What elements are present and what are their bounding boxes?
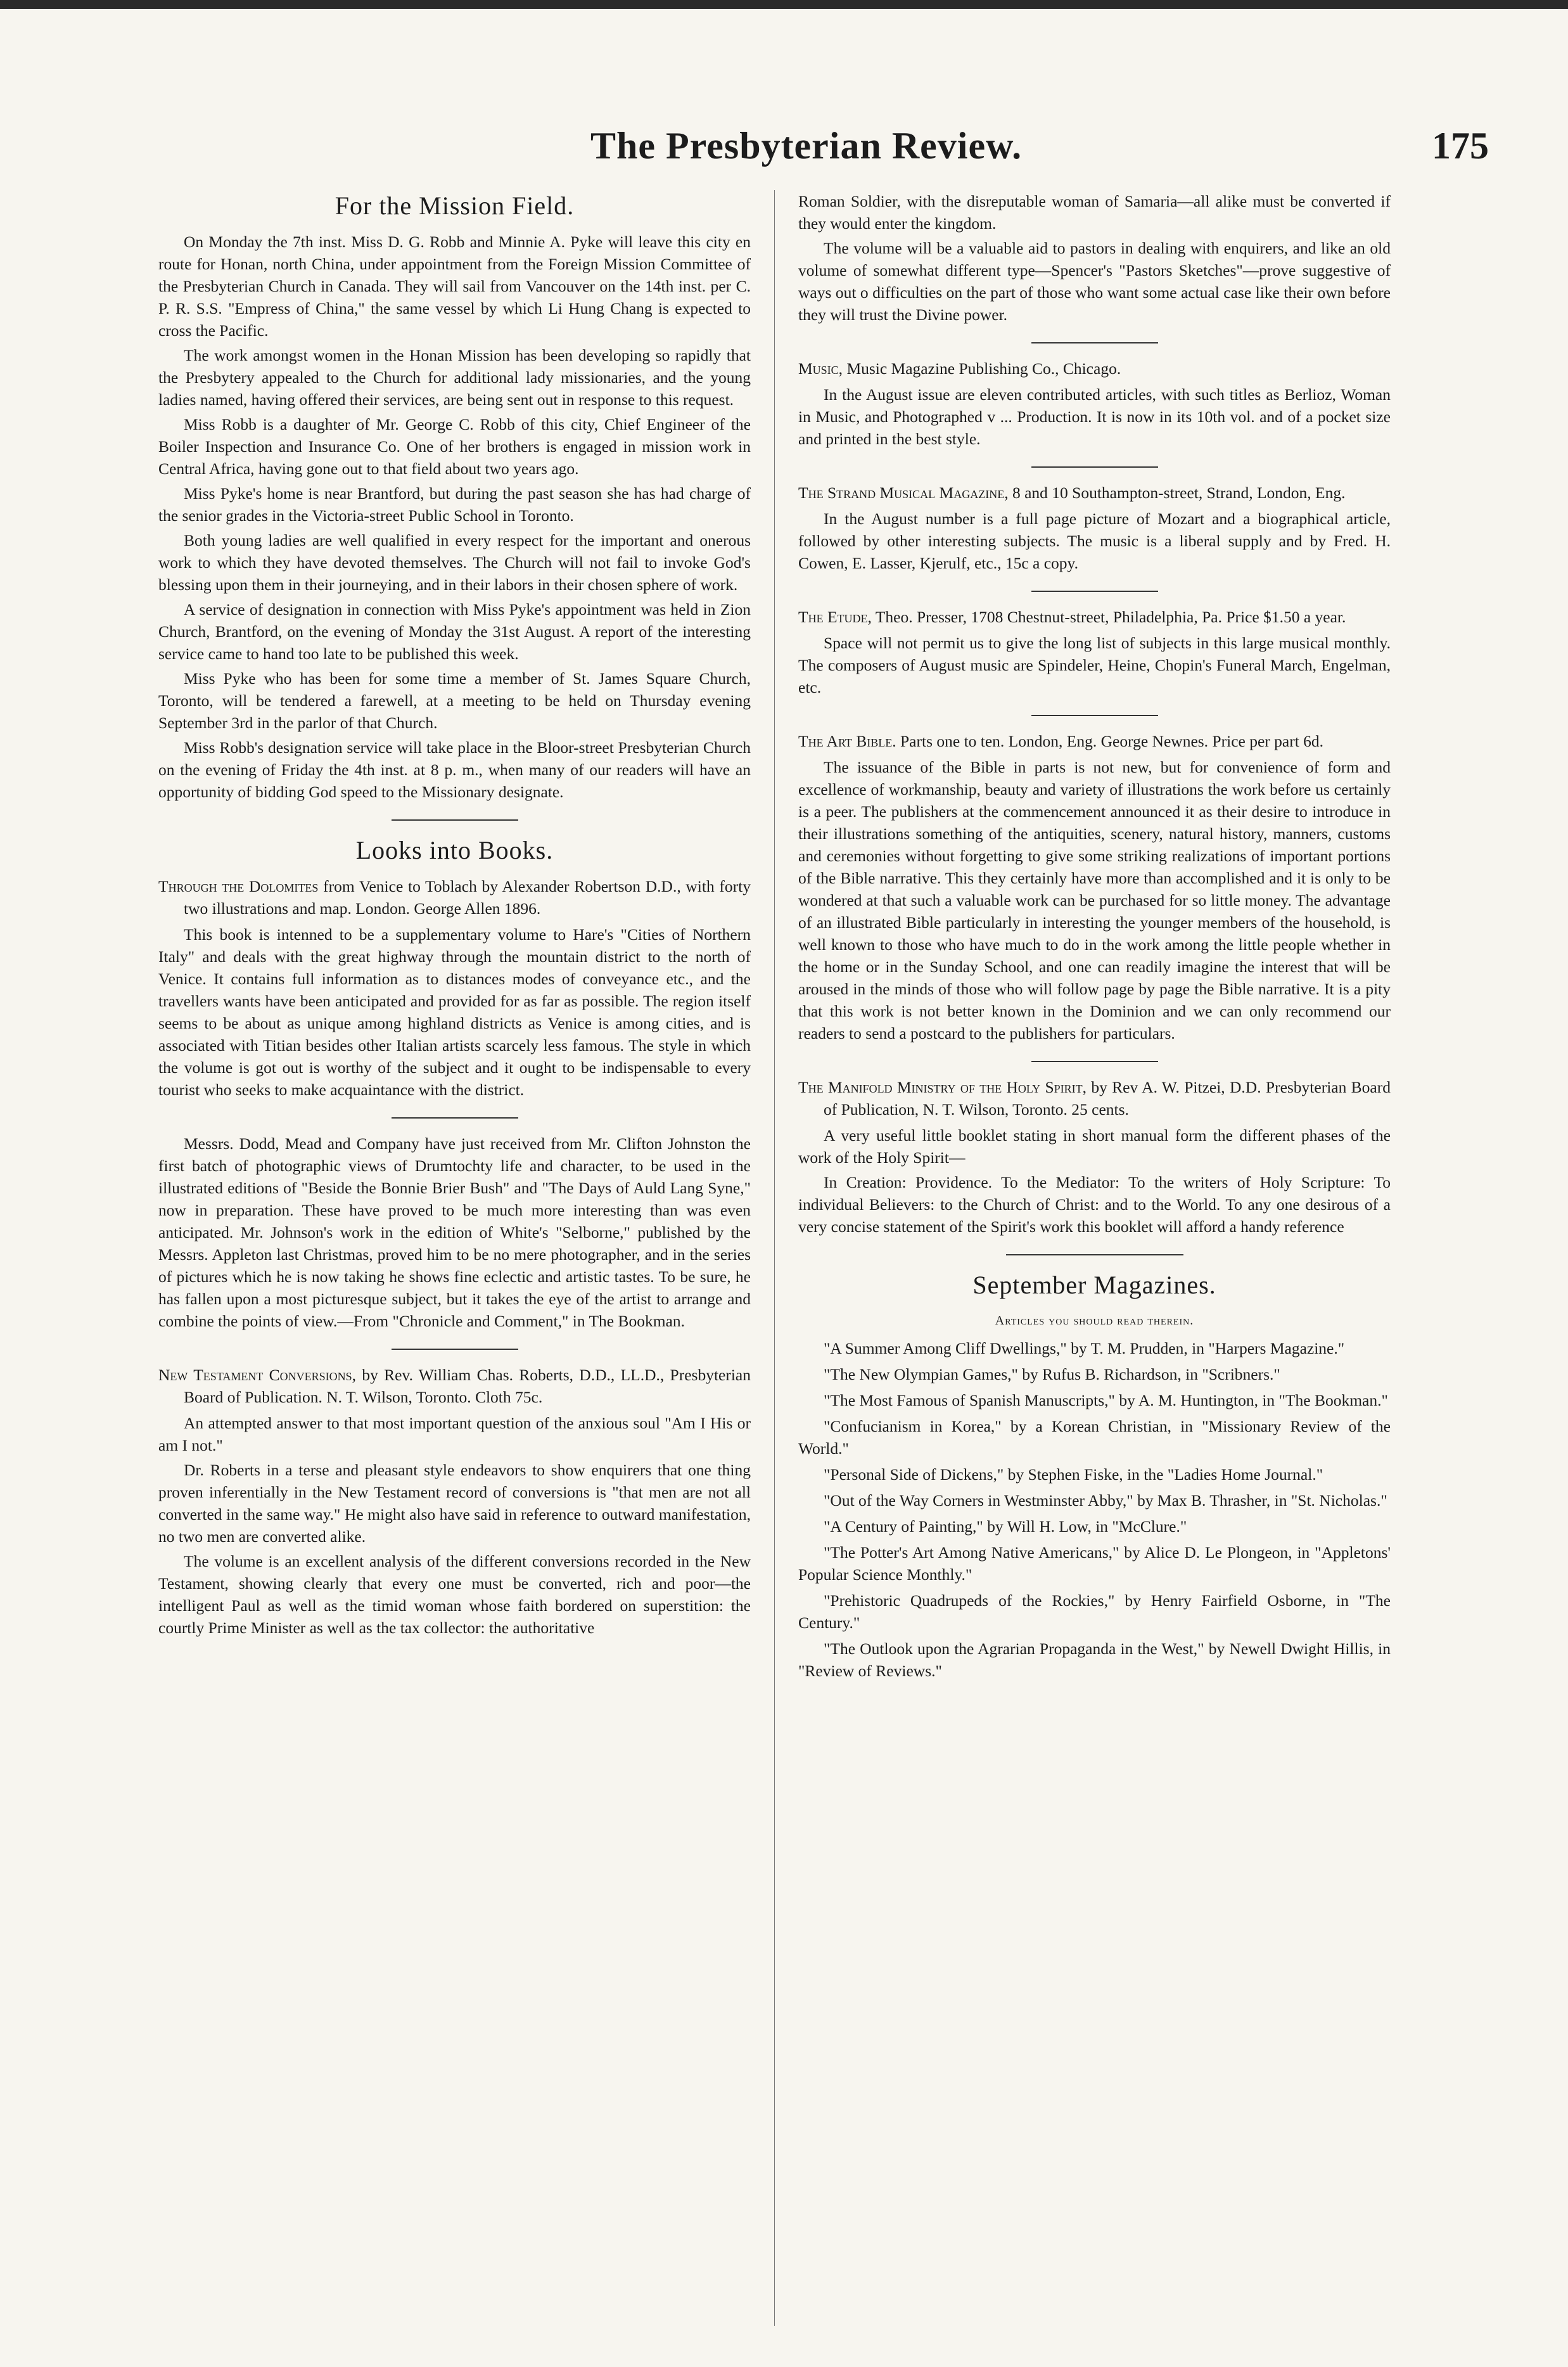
book-details: Music Magazine Publishing Co., Chicago. [846, 359, 1121, 378]
section-subtitle: Articles you should read therein. [995, 1314, 1194, 1328]
paragraph: A service of designation in connection with Miss Pyke's appointment was held in Zion Church, Brantford, on the evening of Monday the 31st August. A report of the interesting service came to hand too late to be published this week. [158, 600, 751, 663]
page-header [0, 124, 1568, 181]
book-details: by Rev. William Chas. Roberts, D.D., LL.D., Presbyterian Board of Publication. N. T. Wilson, Toronto. Cloth 75c. [184, 1366, 751, 1406]
left-column [158, 190, 751, 2357]
book-entry-manifold-ministry [798, 1076, 1391, 1120]
magazine-item: "The New Olympian Games," by Rufus B. Richardson, in "Scribners." [824, 1365, 1280, 1383]
book-entry-etude [798, 606, 1391, 628]
book-details: from Venice to Toblach by Alexander Robertson D.D., with forty two illustrations and map. London. George Allen 1896. [184, 877, 751, 918]
book-title: Through the Dolomites [158, 877, 319, 895]
book-details: by Rev A. W. Pitzei, D.D. Presbyterian Board of Publication, N. T. Wilson, Toronto. 25 cents. [824, 1078, 1391, 1119]
column-divider [774, 190, 775, 2326]
paragraph-continued: Roman Soldier, with the disreputable woman of Samaria—all alike must be converted if they would enter the kingdom. [798, 192, 1391, 233]
paragraph: Both young ladies are well qualified in every respect for the important and onerous work to which they have devoted themselves. The Church will not fail to invoke God's blessing upon them in their journeying, and in their labors in their chosen sphere of work. [158, 531, 751, 594]
paragraph: Miss Pyke who has been for some time a member of St. James Square Church, Toronto, will be tendered a farewell, at a meeting to be held on Thursday evening September 3rd in the parlor of that Church. [158, 669, 751, 732]
magazine-item: "Confucianism in Korea," by a Korean Christian, in "Missionary Review of the World." [798, 1417, 1391, 1458]
magazine-item: "The Most Famous of Spanish Manuscripts," by A. M. Huntington, in "The Bookman." [824, 1391, 1388, 1409]
section-rule [392, 819, 518, 821]
book-details: Theo. Presser, 1708 Chestnut-street, Philadelphia, Pa. Price $1.50 a year. [875, 608, 1346, 626]
paragraph: The volume will be a valuable aid to pastors in dealing with enquirers, and like an old volume of somewhat different type—Spencer's "Pastors Sketches"—prove suggestive of ways out o difficulties on the part of those who want some actual case like their own before they will trust the Divine power. [798, 239, 1391, 324]
book-title: The Strand Musical Magazine, [798, 484, 1009, 502]
magazine-item: "Prehistoric Quadrupeds of the Rockies," by Henry Fairfield Osborne, in "The Century." [798, 1591, 1391, 1632]
book-entry-strand [798, 482, 1391, 504]
section-title-looks-into-books: Looks into Books. [355, 836, 554, 864]
paragraph: In the August number is a full page picture of Mozart and a biographical article, followed by other interesting subjects. The music is a liberal supply and by Fred. H. Cowen, E. Lasser, Kjerulf, etc., 15c a copy. [798, 510, 1391, 572]
magazine-list [798, 1337, 1391, 1682]
book-entry-musio [798, 357, 1391, 380]
section-rule [392, 1117, 518, 1119]
paragraph: Miss Pyke's home is near Brantford, but during the past season she has had charge of the senior grades in the Victoria-street Public School in Toronto. [158, 484, 751, 525]
book-details: 8 and 10 Southampton-street, Strand, London, Eng. [1012, 484, 1346, 502]
section-rule [1031, 591, 1158, 592]
right-column [798, 190, 1391, 2357]
book-entry-art-bible [798, 730, 1391, 752]
section-title-september-magazines: September Magazines. [972, 1271, 1216, 1299]
paragraph: The work amongst women in the Honan Mission has been developing so rapidly that the Presbytery appealed to the Church for additional lady missionaries, and the young ladies named, having offered their services, are being sent out in response to this request. [158, 346, 751, 409]
paragraph: Miss Robb is a daughter of Mr. George C. Robb of this city, Chief Engineer of the Boiler Inspection and Insurance Co. One of her brothers is engaged in mission work in Central Africa, having gone out to that field about two years ago. [158, 415, 751, 478]
paragraph: Dr. Roberts in a terse and pleasant style endeavors to show enquirers that one thing proven inferentially in the New Testament record of conversions is "that men are not all converted in the same way." He might also have said in reference to outward manifestation, no two men are converted alike. [158, 1461, 751, 1546]
book-entry-dolomites [158, 875, 751, 920]
section-rule [1031, 1061, 1158, 1062]
paragraph: An attempted answer to that most important question of the anxious soul "Am I His or am I not." [158, 1414, 751, 1454]
paragraph: Miss Robb's designation service will take place in the Bloor-street Presbyterian Church on the evening of Friday the 4th inst. at 8 p. m., when many of our readers will have an opportunity of bidding God speed to the Missionary designate. [158, 738, 751, 801]
paragraph: The volume is an excellent analysis of the different conversions recorded in the New Testament, showing clearly that every one must be converted, rich and poor—the intelligent Paul as well as the timid woman whose faith bordered on superstition: the courtly Prime Minister as well as the tax collector: the authoritative [158, 1552, 751, 1637]
page-number: 175 [1432, 125, 1489, 167]
section-title-mission-field: For the Mission Field. [335, 191, 575, 220]
paragraph: On Monday the 7th inst. Miss D. G. Robb and Minnie A. Pyke will leave this city en route for Honan, north China, under appointment from the Foreign Mission Committee of the Presbyterian Church in Canada. They will sail from Vancouver on the 14th inst. per C. P. R. S.S. "Empress of China," the same vessel by which Li Hung Chang is expected to cross the Pacific. [158, 233, 751, 340]
scan-top-band [0, 0, 1568, 9]
paragraph: Messrs. Dodd, Mead and Company have just received from Mr. Clifton Johnston the first batch of photographic views of Drumtochty life and character, to be used in the illustrated editions of "Beside the Bonnie Brier Bush" and "The Days of Auld Lang Syne," now in preparation. These have proved to be much more interesting than was even anticipated. Mr. Johnson's work in the edition of White's "Selborne," published by the Messrs. Appleton last Christmas, proved him to be no mere photographer, and in the series of pictures which he is now taking he shows fine eclectic and artistic tastes. To be sure, he has fallen upon a most picturesque subject, but it takes the eye of the artist to arrange and combine the points of view.—From "Chronicle and Comment," in The Bookman. [158, 1134, 751, 1330]
paragraph: The issuance of the Bible in parts is not new, but for convenience of form and excellence of workmanship, beauty and variety of illustrations the work before us certainly is a peer. The publishers at the commencement announced it as their desire to introduce in their illustrations something of the antiquities, scenery, natural history, manners, customs and ceremonies without forgetting to give some striking realizations of important portions of the Bible narrative. This they certainly have more than accomplished and it is only to be wondered at that such a valuable work can be purchased for so little money. The advantage of an illustrated Bible particularly in interesting the younger members of the household, is well known to those who have much to do in the work among the little people whether in the home or in the Sunday School, and one can readily imagine the interest that will be aroused in the minds of those who will follow page by page the Bible narrative. It is a pity that this work is not better known in the Dominion and we can only recommend our readers to send a postcard to the publishers for particulars. [798, 758, 1391, 1042]
book-title: Music, [798, 359, 843, 378]
magazine-item: "A Summer Among Cliff Dwellings," by T. M. Prudden, in "Harpers Magazine." [824, 1339, 1345, 1357]
paragraph: In the August issue are eleven contributed articles, with such titles as Berlioz, Woman in Music, and Photographed v ... Production. It is now in its 10th vol. and of a pocket size and printed in the best style. [798, 385, 1391, 448]
section-rule [1031, 342, 1158, 343]
running-head: The Presbyterian Review. [590, 125, 1023, 167]
paragraph: A very useful little booklet stating in short manual form the different phases of the work of the Holy Spirit— [798, 1126, 1391, 1167]
book-title: New Testament Conversions, [158, 1366, 357, 1384]
magazine-item: "A Century of Painting," by Will H. Low, in "McClure." [824, 1517, 1187, 1536]
book-title: The Manifold Ministry of the Holy Spirit, [798, 1078, 1087, 1096]
paragraph: Space will not permit us to give the long list of subjects in this large musical monthly. The composers of August music are Spindeler, Heine, Chopin's Funeral March, Engelman, etc. [798, 634, 1391, 696]
magazine-item: "Out of the Way Corners in Westminster Abby," by Max B. Thrasher, in "St. Nicholas." [824, 1491, 1387, 1510]
section-rule [1031, 715, 1158, 716]
paragraph: This book is intenned to be a supplementary volume to Hare's "Cities of Northern Italy" and deals with the great highway through the mountain district to the north of Venice. It contains full information as to distances modes of conveyance etc., and the travellers wants have been anticipated and provided for as far as possible. The region itself seems to be about as unique among highland districts as Venice is among cities, and is associated with Titian besides other Italian artists scarcely less famous. The style in which the volume is got out is worthy of the subject and it ought to be indispensable to every tourist who seeks to make acquaintance with the district. [158, 925, 751, 1099]
section-rule [1006, 1254, 1183, 1255]
section-rule [392, 1349, 518, 1350]
paragraph: In Creation: Providence. To the Mediator: To the writers of Holy Scripture: To individual Believers: to the Church of Christ: and to the World. To any one desirous of a very concise statement of the Spirit's work this booklet will afford a handy reference [798, 1173, 1391, 1236]
section-rule [1031, 466, 1158, 468]
magazine-item: "The Potter's Art Among Native Americans," by Alice D. Le Plongeon, in "Appletons' Popular Science Monthly." [798, 1543, 1391, 1584]
book-title: The Art Bible. [798, 732, 896, 750]
book-entry-nt-conversions [158, 1364, 751, 1408]
book-details: Parts one to ten. London, Eng. George Newnes. Price per part 6d. [900, 732, 1324, 750]
magazine-item: "The Outlook upon the Agrarian Propaganda in the West," by Newell Dwight Hillis, in "Review of Reviews." [798, 1639, 1391, 1680]
book-title: The Etude, [798, 608, 872, 626]
magazine-item: "Personal Side of Dickens," by Stephen Fiske, in the "Ladies Home Journal." [824, 1465, 1323, 1484]
